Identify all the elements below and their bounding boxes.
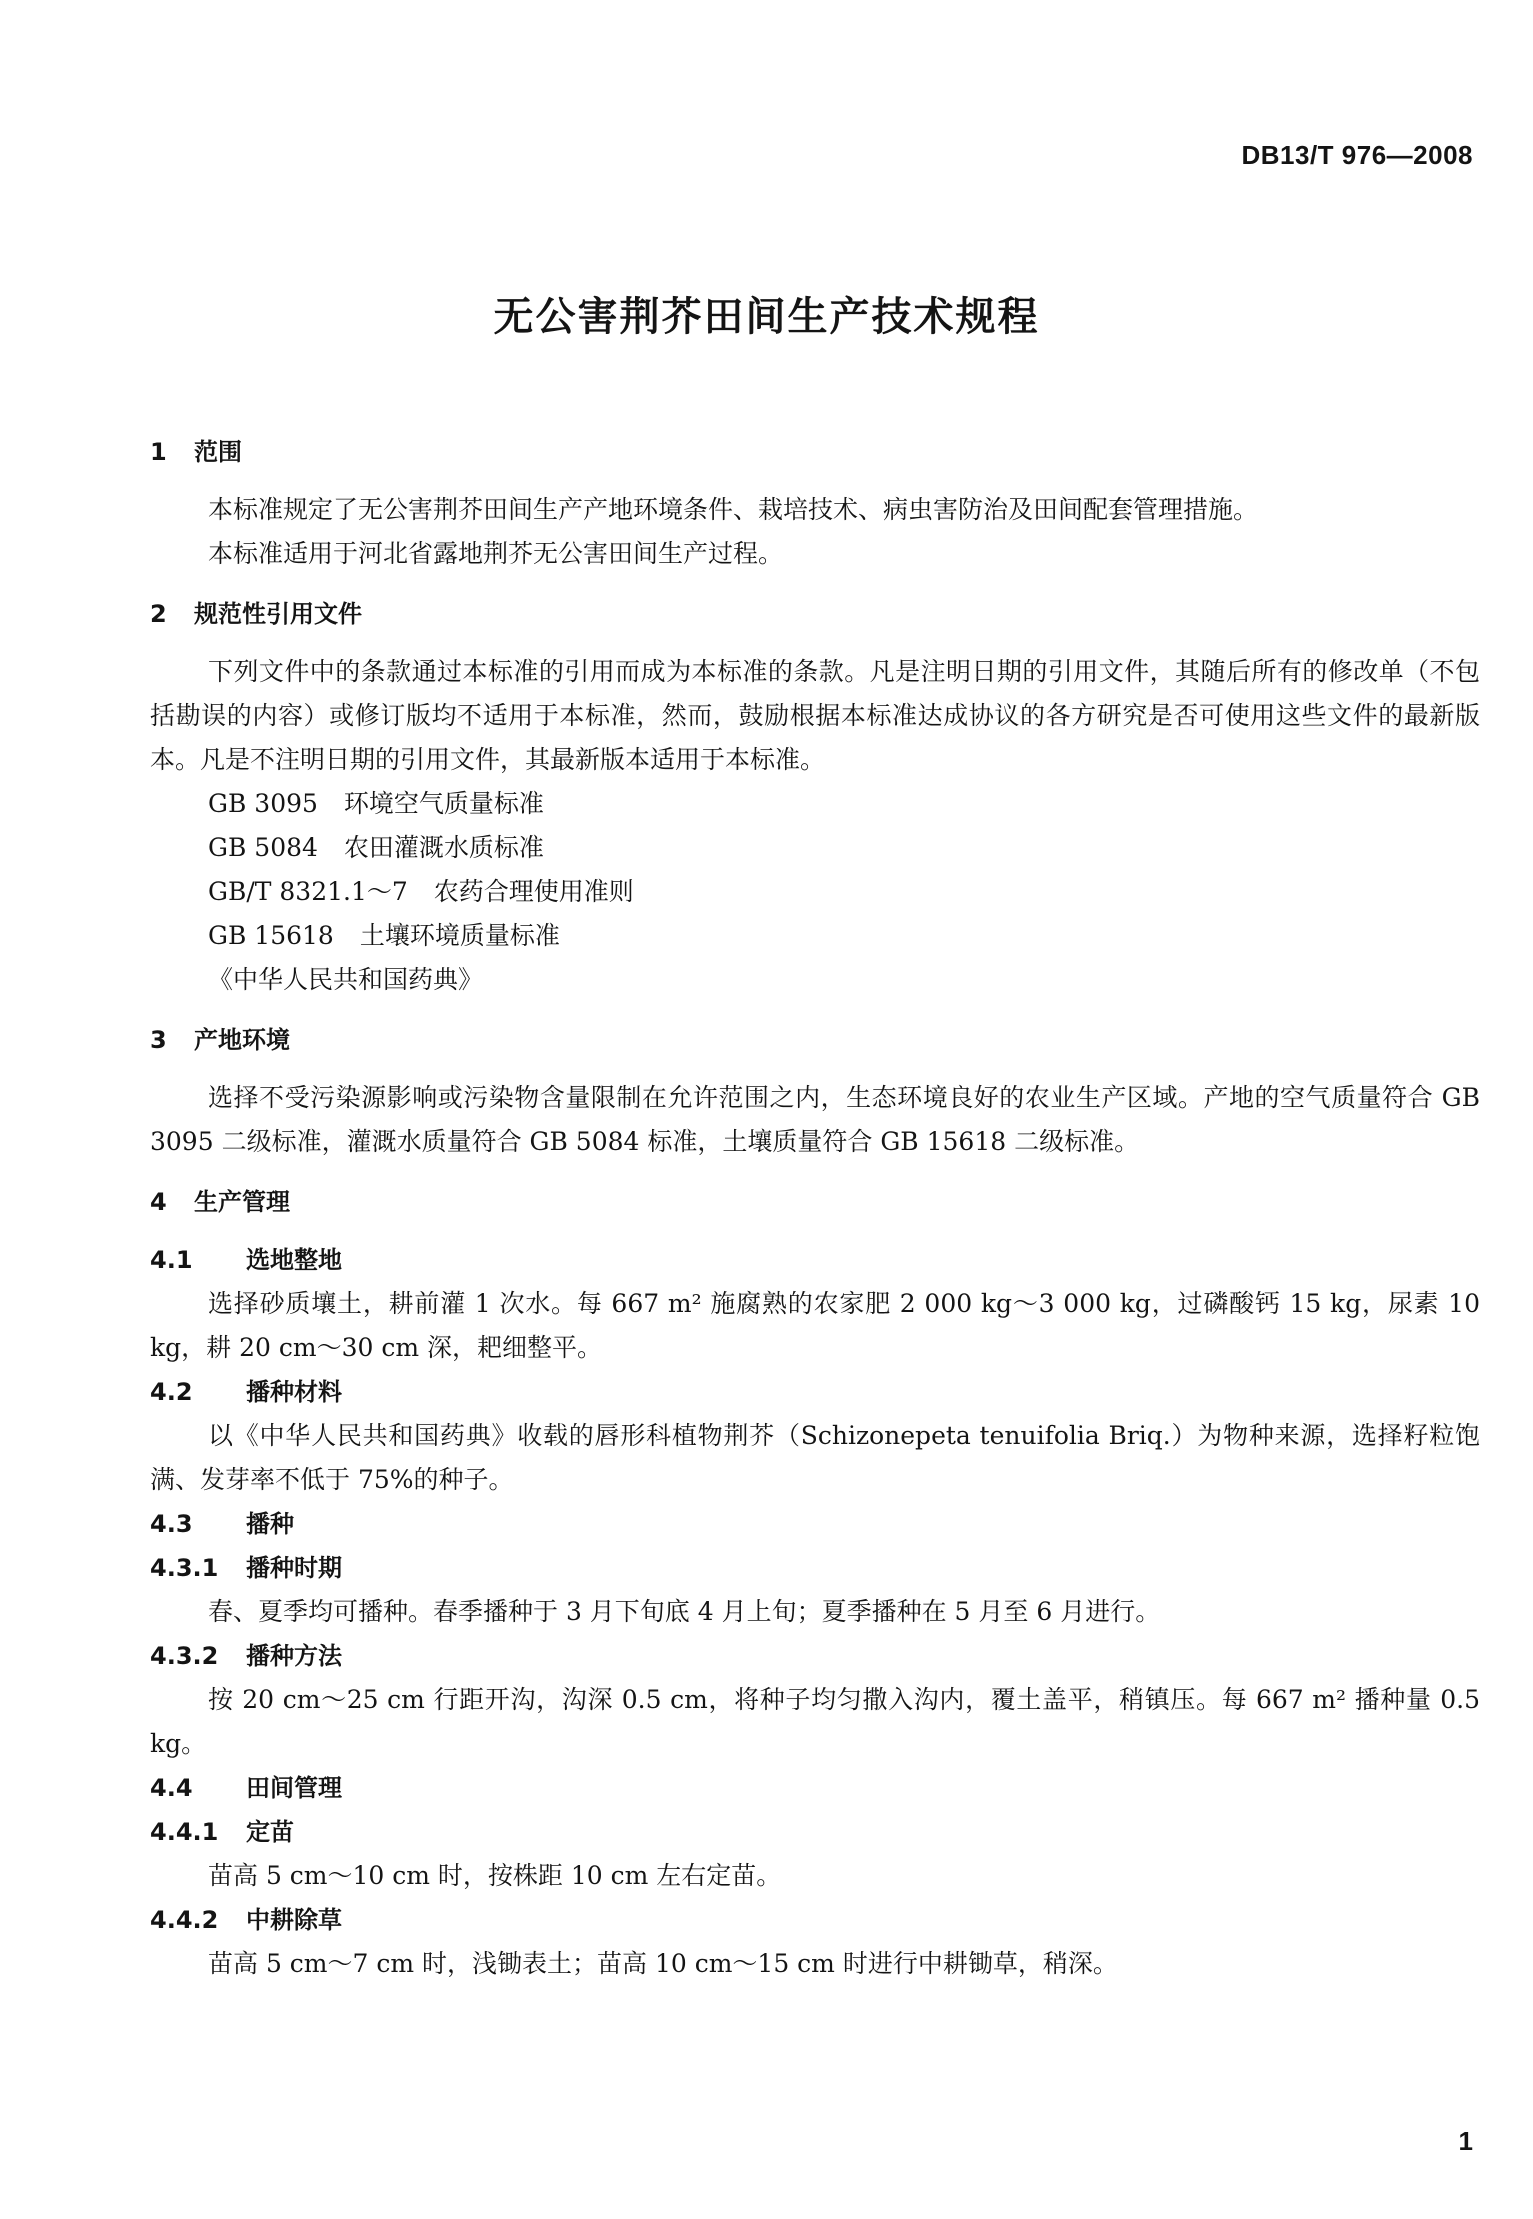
- subsection-4-1-heading: [150, 1238, 1480, 1282]
- section-number: 1: [150, 438, 167, 466]
- subsection-4-4-1-paragraph: 苗高 5 cm～10 cm 时，按株距 10 cm 左右定苗。: [208, 1861, 782, 1890]
- reference-item: [150, 826, 1480, 870]
- reference-code: GB 15618: [208, 921, 334, 950]
- subsection-4-2-heading: [150, 1370, 1480, 1414]
- subsection-number: 4.3: [150, 1510, 193, 1538]
- subsection-4-4-2-paragraph: 苗高 5 cm～7 cm 时，浅锄表土；苗高 10 cm～15 cm 时进行中耕锄草，稍深。: [208, 1949, 1118, 1978]
- reference-item: [150, 914, 1480, 958]
- reference-name: 环境空气质量标准: [343, 789, 544, 818]
- reference-name: 农田灌溉水质标准: [343, 833, 544, 862]
- section-number: 2: [150, 600, 167, 628]
- section-title: 范围: [194, 438, 242, 466]
- section-1-paragraph-2: 本标准适用于河北省露地荆芥无公害田间生产过程。: [208, 539, 784, 568]
- reference-code: GB/T 8321.1～7: [208, 877, 408, 906]
- subsection-number: 4.4.2: [150, 1906, 219, 1934]
- section-1-heading: [150, 430, 1480, 474]
- subsection-number: 4.4.1: [150, 1818, 219, 1846]
- reference-name: 农药合理使用准则: [433, 877, 634, 906]
- subsection-title: 播种材料: [246, 1378, 342, 1406]
- subsection-title: 播种时期: [246, 1554, 342, 1582]
- subsection-title: 选地整地: [246, 1246, 342, 1274]
- section-title: 产地环境: [194, 1026, 290, 1054]
- section-3-paragraph: 选择不受污染源影响或污染物含量限制在允许范围之内，生态环境良好的农业生产区域。产地的空气质量符合 GB 3095 二级标准，灌溉水质量符合 GB 5084 标准，土壤质量符合 GB 15618 二级标准。: [150, 1083, 1480, 1156]
- subsection-title: 播种方法: [246, 1642, 342, 1670]
- reference-pharmacopoeia: 《中华人民共和国药典》: [208, 965, 484, 994]
- reference-code: GB 3095: [208, 789, 318, 818]
- subsection-4-3-1-heading: [150, 1546, 1480, 1590]
- section-2-heading: [150, 592, 1480, 636]
- subsection-4-2-paragraph: 以《中华人民共和国药典》收载的唇形科植物荆芥（Schizonepeta tenuifolia Briq.）为物种来源，选择籽粒饱满、发芽率不低于 75%的种子。: [150, 1421, 1480, 1494]
- section-number: 3: [150, 1026, 167, 1054]
- section-2-paragraph: 下列文件中的条款通过本标准的引用而成为本标准的条款。凡是注明日期的引用文件，其随后所有的修改单（不包括勘误的内容）或修订版均不适用于本标准，然而，鼓励根据本标准达成协议的各方研究是否可使用这些文件的最新版本。凡是不注明日期的引用文件，其最新版本适用于本标准。: [150, 657, 1480, 774]
- subsection-number: 4.2: [150, 1378, 193, 1406]
- document-title: 无公害荆芥田间生产技术规程: [493, 294, 1040, 340]
- section-4-heading: [150, 1180, 1480, 1224]
- subsection-4-1-paragraph: 选择砂质壤土，耕前灌 1 次水。每 667 m² 施腐熟的农家肥 2 000 kg～3 000 kg，过磷酸钙 15 kg，尿素 10 kg，耕 20 cm～30 cm 深，耙细整平。: [150, 1289, 1480, 1362]
- subsection-title: 播种: [246, 1510, 294, 1538]
- subsection-number: 4.4: [150, 1774, 193, 1802]
- section-1-paragraph-1: 本标准规定了无公害荆芥田间生产产地环境条件、栽培技术、病虫害防治及田间配套管理措施。: [208, 495, 1259, 524]
- subsection-title: 田间管理: [246, 1774, 342, 1802]
- subsection-number: 4.1: [150, 1246, 193, 1274]
- subsection-4-4-2-heading: [150, 1898, 1480, 1942]
- reference-name: 土壤环境质量标准: [359, 921, 560, 950]
- subsection-title: 定苗: [246, 1818, 294, 1846]
- subsection-4-3-2-heading: [150, 1634, 1480, 1678]
- document-body: [150, 430, 1480, 1986]
- reference-code: GB 5084: [208, 833, 318, 862]
- standard-code: DB13/T 976—2008: [1241, 140, 1473, 170]
- reference-item: [150, 782, 1480, 826]
- subsection-4-3-2-paragraph: 按 20 cm～25 cm 行距开沟，沟深 0.5 cm，将种子均匀撒入沟内，覆土盖平，稍镇压。每 667 m² 播种量 0.5 kg。: [150, 1685, 1480, 1758]
- subsection-number: 4.3.2: [150, 1642, 219, 1670]
- reference-item: [150, 870, 1480, 914]
- section-3-heading: [150, 1018, 1480, 1062]
- subsection-4-3-heading: [150, 1502, 1480, 1546]
- subsection-title: 中耕除草: [246, 1906, 342, 1934]
- section-number: 4: [150, 1188, 167, 1216]
- subsection-number: 4.3.1: [150, 1554, 219, 1582]
- subsection-4-3-1-paragraph: 春、夏季均可播种。春季播种于 3 月下旬底 4 月上旬；夏季播种在 5 月至 6 月进行。: [208, 1597, 1161, 1626]
- page-number: 1: [1458, 2126, 1473, 2156]
- section-title: 规范性引用文件: [194, 600, 362, 628]
- section-title: 生产管理: [194, 1188, 290, 1216]
- subsection-4-4-1-heading: [150, 1810, 1480, 1854]
- subsection-4-4-heading: [150, 1766, 1480, 1810]
